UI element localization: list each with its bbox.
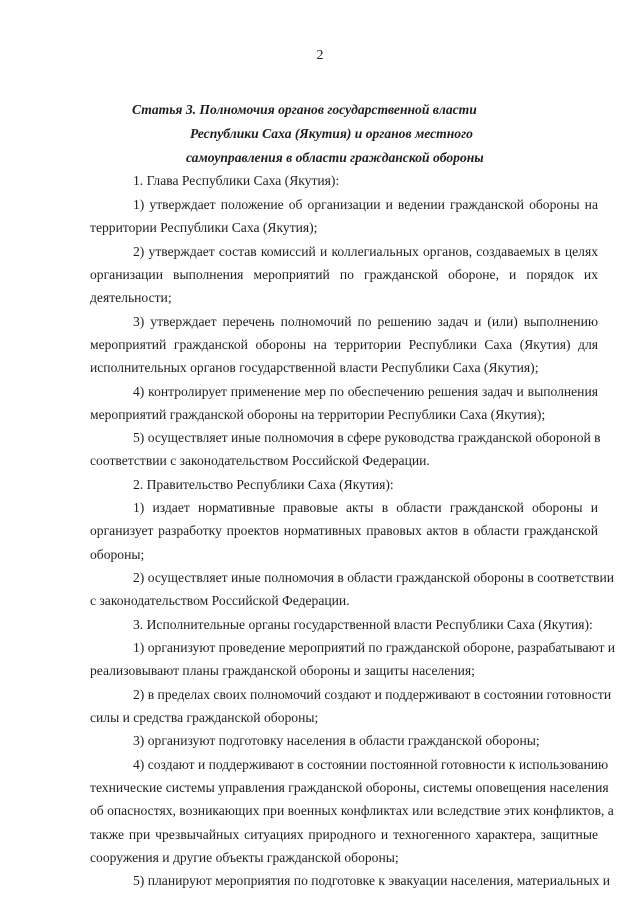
- paragraph-line: силы и средства гражданской обороны;: [90, 710, 319, 725]
- paragraph-line: 2) в пределах своих полномочий создают и поддерживают в состоянии готовности: [133, 687, 612, 702]
- paragraph-line: 3) организуют подготовку населения в области гражданской обороны;: [133, 733, 540, 748]
- article-heading-line-3: самоуправления в области гражданской обороны: [186, 150, 484, 165]
- paragraph-line: 5) планируют мероприятия по подготовке к эвакуации населения, материальных и: [133, 873, 610, 888]
- paragraph-line: организации выполнения мероприятий по гражданской обороне, и порядок их: [90, 267, 598, 282]
- paragraph-line: также при чрезвычайных ситуациях природного и техногенного характера, защитные: [90, 827, 598, 842]
- paragraph-line: обороны;: [90, 547, 145, 562]
- paragraph-line: 4) контролирует применение мер по обеспечению решения задач и выполнения: [133, 384, 598, 399]
- paragraph-line: 3) утверждает перечень полномочий по решению задач и (или) выполнению: [133, 314, 598, 329]
- paragraph-line: 2) утверждает состав комиссий и коллегиальных органов, создаваемых в целях: [133, 244, 598, 259]
- paragraph-line: 5) осуществляет иные полномочия в сфере руководства гражданской обороной в: [133, 430, 601, 445]
- article-heading-line-2: Республики Саха (Якутия) и органов местного: [190, 126, 473, 141]
- section-3-title: 3. Исполнительные органы государственной власти Республики Саха (Якутия):: [133, 617, 593, 632]
- paragraph-line: сооружения и другие объекты гражданской обороны;: [90, 850, 399, 865]
- paragraph-line: деятельности;: [90, 290, 172, 305]
- paragraph-line: реализовывают планы гражданской обороны и защиты населения;: [90, 663, 475, 678]
- paragraph-line: 2) осуществляет иные полномочия в области гражданской обороны в соответствии: [133, 570, 615, 585]
- section-1-title: 1. Глава Республики Саха (Якутия):: [133, 173, 340, 188]
- paragraph-line: 1) утверждает положение об организации и ведении гражданской обороны на: [133, 197, 598, 212]
- paragraph-line: об опасностях, возникающих при военных конфликтах или вследствие этих конфликтов, а: [90, 803, 614, 818]
- section-2-title: 2. Правительство Республики Саха (Якутия):: [133, 477, 394, 492]
- article-heading-line-1: Статья 3. Полномочия органов государственной власти: [132, 102, 477, 117]
- paragraph-line: мероприятий гражданской обороны на территории Республики Саха (Якутия) для: [90, 337, 598, 352]
- paragraph-line: 1) организуют проведение мероприятий по гражданской обороне, разрабатывают и: [133, 640, 616, 655]
- paragraph-line: соответствии с законодательством Российской Федерации.: [90, 453, 430, 468]
- paragraph-line: организует разработку проектов нормативных правовых актов в области гражданской: [90, 523, 598, 538]
- paragraph-line: территории Республики Саха (Якутия);: [90, 220, 318, 235]
- paragraph-line: 1) издает нормативные правовые акты в области гражданской обороны и: [133, 500, 598, 515]
- page-number: 2: [316, 48, 324, 63]
- paragraph-line: мероприятий гражданской обороны на территории Республики Саха (Якутия);: [90, 407, 546, 422]
- paragraph-line: технические системы управления гражданской обороны, системы оповещения населения: [90, 780, 609, 795]
- paragraph-line: 4) создают и поддерживают в состоянии постоянной готовности к использованию: [133, 757, 609, 772]
- paragraph-line: исполнительных органов государственной власти Республики Саха (Якутия);: [90, 360, 539, 375]
- paragraph-line: с законодательством Российской Федерации.: [90, 593, 350, 608]
